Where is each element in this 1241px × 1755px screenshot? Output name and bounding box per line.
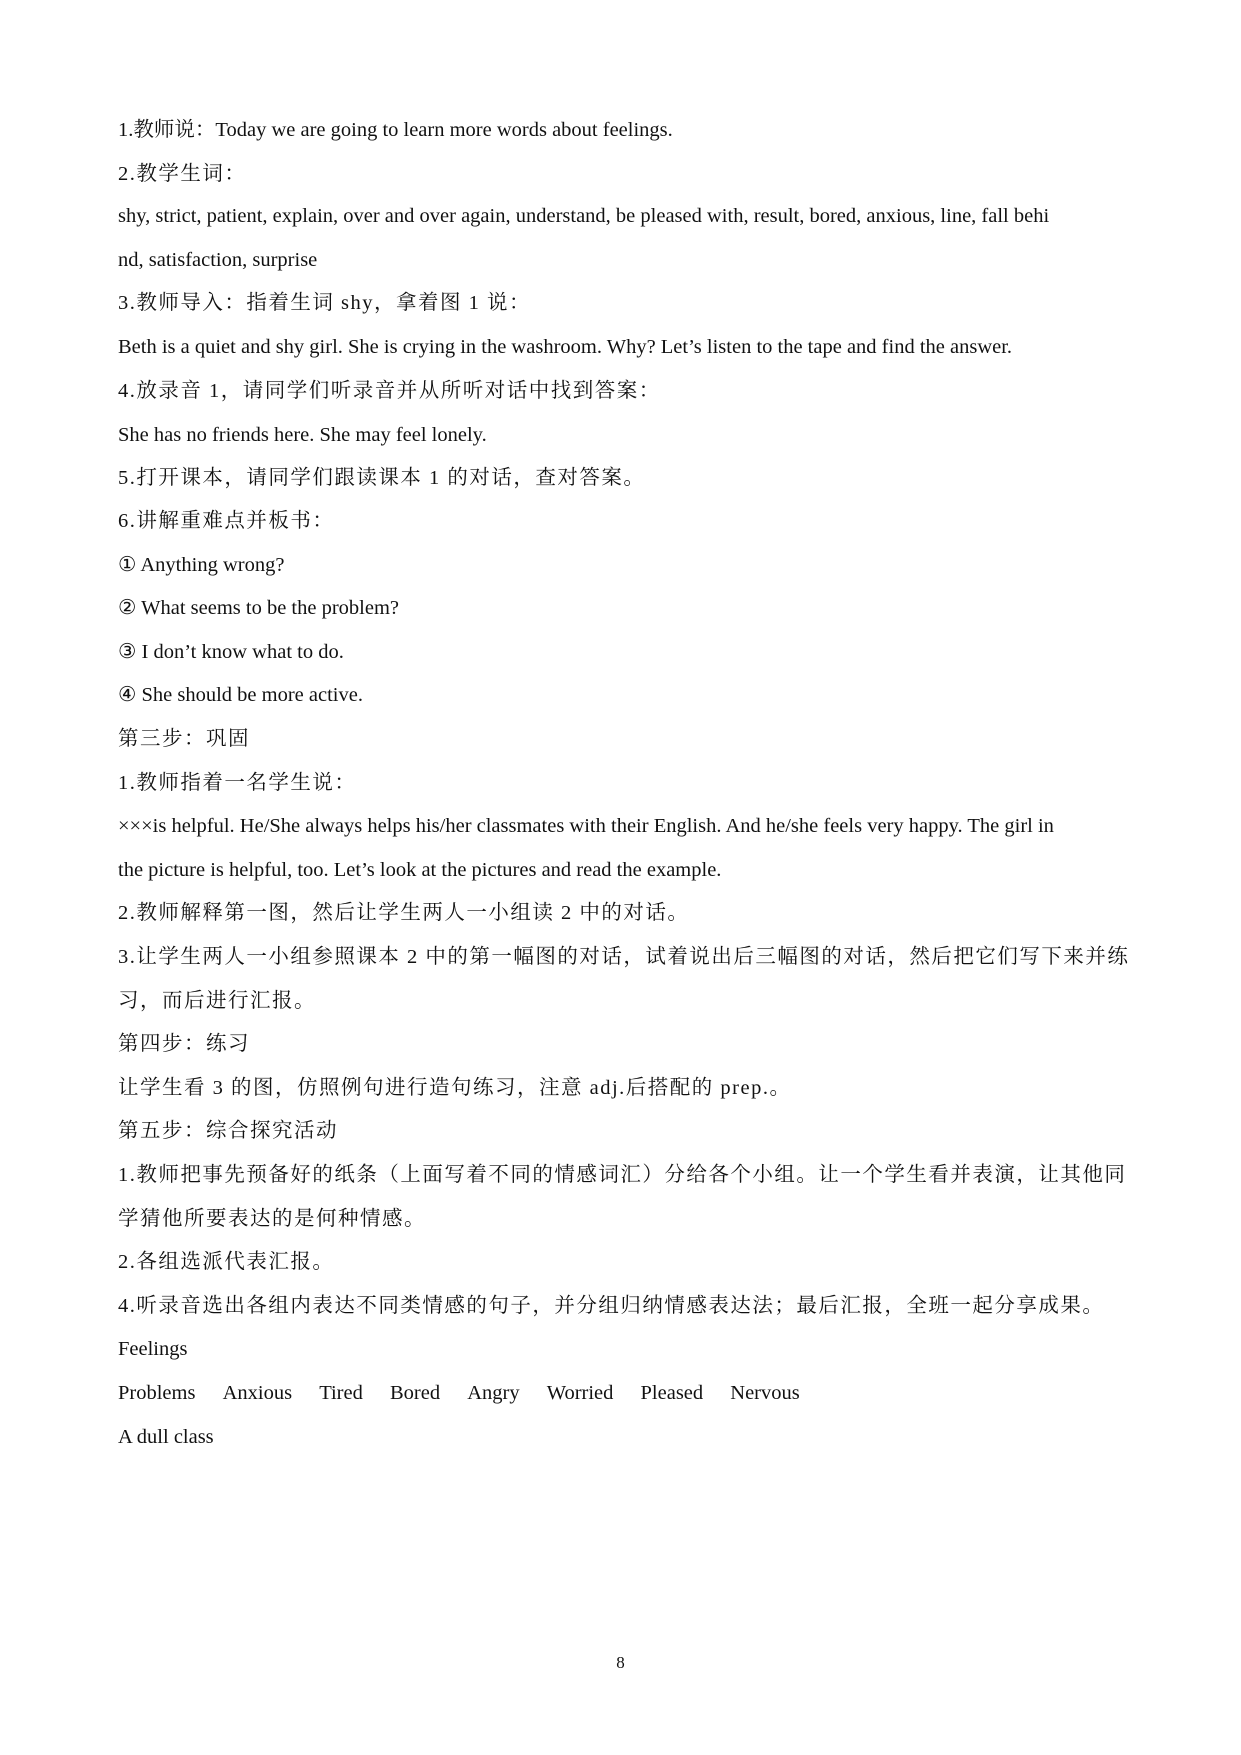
text-line: 习，而后进行汇报。 bbox=[118, 990, 316, 1012]
list-item: ① Anything wrong? bbox=[118, 554, 285, 576]
list-item: ④ She should be more active. bbox=[118, 684, 363, 706]
text-line: Beth is a quiet and shy girl. She is crying in the washroom. Why? Let’s listen to the tape and find the answer. bbox=[118, 336, 1013, 358]
section-heading: 第三步：巩固 bbox=[118, 728, 250, 750]
word-item: Nervous bbox=[730, 1382, 800, 1404]
text-line: 4.听录音选出各组内表达不同类情感的句子，并分组归纳情感表达法；最后汇报，全班一起分享成果。 bbox=[118, 1295, 1105, 1317]
text-line: the picture is helpful, too. Let’s look at the pictures and read the example. bbox=[118, 859, 722, 881]
text-line: 3.教师导入：指着生词 shy，拿着图 1 说： bbox=[118, 292, 531, 314]
word-item: Pleased bbox=[640, 1382, 704, 1404]
section-heading: 第四步：练习 bbox=[118, 1033, 250, 1055]
text-line: 1.教师指着一名学生说： bbox=[118, 772, 357, 794]
word-item: Tired bbox=[319, 1382, 363, 1404]
page-number: 8 bbox=[616, 1653, 625, 1672]
text-line: 2.教师解释第一图，然后让学生两人一小组读 2 中的对话。 bbox=[118, 902, 690, 924]
text-line: 4.放录音 1，请同学们听录音并从所听对话中找到答案： bbox=[118, 380, 661, 402]
word-item: Worried bbox=[546, 1382, 614, 1404]
text-line: 6.讲解重难点并板书： bbox=[118, 510, 335, 532]
text-line: 1.教师把事先预备好的纸条（上面写着不同的情感词汇）分给各个小组。让一个学生看并表演，让其他同 bbox=[118, 1164, 1127, 1186]
text-line: Feelings bbox=[118, 1338, 188, 1360]
word-item: Angry bbox=[467, 1382, 520, 1404]
text-line: 5.打开课本，请同学们跟读课本 1 的对话，查对答案。 bbox=[118, 467, 646, 489]
text-line: A dull class bbox=[118, 1426, 214, 1448]
text-line: 3.让学生两人一小组参照课本 2 中的第一幅图的对话，试着说出后三幅图的对话，然后把它们写下来并练 bbox=[118, 946, 1130, 968]
list-item: ② What seems to be the problem? bbox=[118, 597, 400, 619]
text-line: 1.教师说：Today we are going to learn more words about feelings. bbox=[118, 119, 673, 141]
list-item: ③ I don’t know what to do. bbox=[118, 641, 344, 663]
text-line: ×××is helpful. He/She always helps his/her classmates with their English. And he/she feels very happy. The girl in bbox=[118, 815, 1054, 837]
text-line: 学猜他所要表达的是何种情感。 bbox=[118, 1208, 426, 1230]
section-heading: 第五步：综合探究活动 bbox=[118, 1120, 338, 1142]
text-line: nd, satisfaction, surprise bbox=[118, 249, 318, 271]
text-line: She has no friends here. She may feel lonely. bbox=[118, 424, 487, 446]
text-line: 2.各组选派代表汇报。 bbox=[118, 1251, 335, 1273]
word-item: Anxious bbox=[222, 1382, 293, 1404]
word-item: Problems bbox=[118, 1382, 196, 1404]
word-row bbox=[118, 1380, 1128, 1406]
text-line: shy, strict, patient, explain, over and over again, understand, be pleased with, result, bored, anxious, line, fall behi bbox=[118, 205, 1050, 227]
word-item: Bored bbox=[390, 1382, 441, 1404]
text-line: 2.教学生词： bbox=[118, 163, 247, 185]
text-line: 让学生看 3 的图，仿照例句进行造句练习，注意 adj.后搭配的 prep.。 bbox=[118, 1077, 792, 1099]
